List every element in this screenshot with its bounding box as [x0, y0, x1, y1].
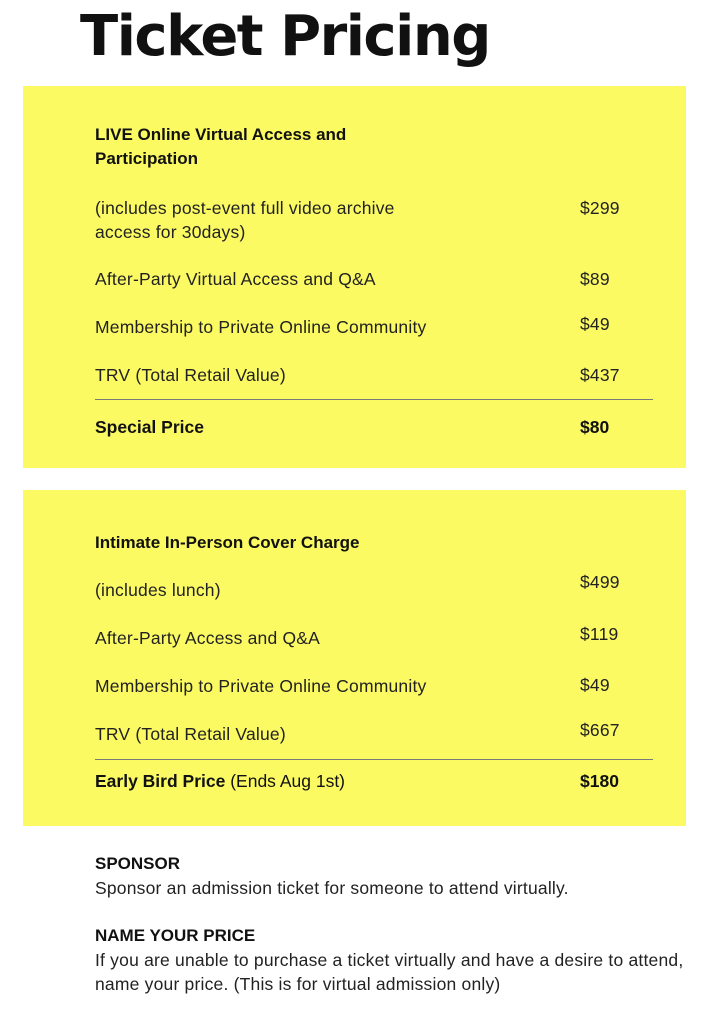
sponsor-title: SPONSOR — [95, 854, 181, 873]
virtual-item-price: $49 — [580, 314, 610, 334]
virtual-item-price: $89 — [580, 269, 610, 289]
inperson-total-title: Early Bird Price — [95, 771, 226, 791]
virtual-item-label: (includes post-event full video archive access for 30days) — [95, 198, 395, 242]
inperson-item-price: $667 — [580, 720, 620, 740]
virtual-heading: LIVE Online Virtual Access and Participation — [95, 125, 347, 168]
virtual-item-label: TRV (Total Retail Value) — [95, 365, 286, 385]
virtual-total-title: Special Price — [95, 417, 204, 437]
inperson-total-note: (Ends Aug 1st) — [225, 771, 346, 791]
virtual-item-label: Membership to Private Online Community — [95, 317, 427, 337]
inperson-item-price: $49 — [580, 675, 610, 695]
virtual-item-price: $299 — [580, 198, 620, 218]
virtual-total-price: $80 — [580, 417, 610, 437]
virtual-item-price: $437 — [580, 365, 620, 385]
inperson-item-price: $119 — [580, 624, 619, 644]
inperson-item-label: After-Party Access and Q&A — [95, 628, 321, 648]
name-your-price-description: If you are unable to purchase a ticket virtually and have a desire to attend, name your price. (This is for virtual admission only) — [95, 950, 684, 994]
page-title: Ticket Pricing — [80, 4, 490, 69]
inperson-item-label: Membership to Private Online Community — [95, 676, 427, 696]
inperson-item-price: $499 — [580, 572, 620, 592]
virtual-total-label — [95, 415, 204, 439]
virtual-pricing-panel — [23, 86, 686, 468]
sponsor-description: Sponsor an admission ticket for someone to attend virtually. — [95, 878, 569, 898]
divider — [95, 759, 653, 760]
inperson-pricing-panel — [23, 490, 686, 826]
inperson-total-label — [95, 769, 345, 793]
name-your-price-title: NAME YOUR PRICE — [95, 926, 256, 945]
inperson-heading: Intimate In-Person Cover Charge — [95, 533, 360, 552]
divider — [95, 399, 653, 400]
inperson-item-label: TRV (Total Retail Value) — [95, 724, 286, 744]
virtual-item-label: After-Party Virtual Access and Q&A — [95, 269, 376, 289]
inperson-total-price: $180 — [580, 771, 619, 791]
inperson-item-label: (includes lunch) — [95, 580, 221, 600]
